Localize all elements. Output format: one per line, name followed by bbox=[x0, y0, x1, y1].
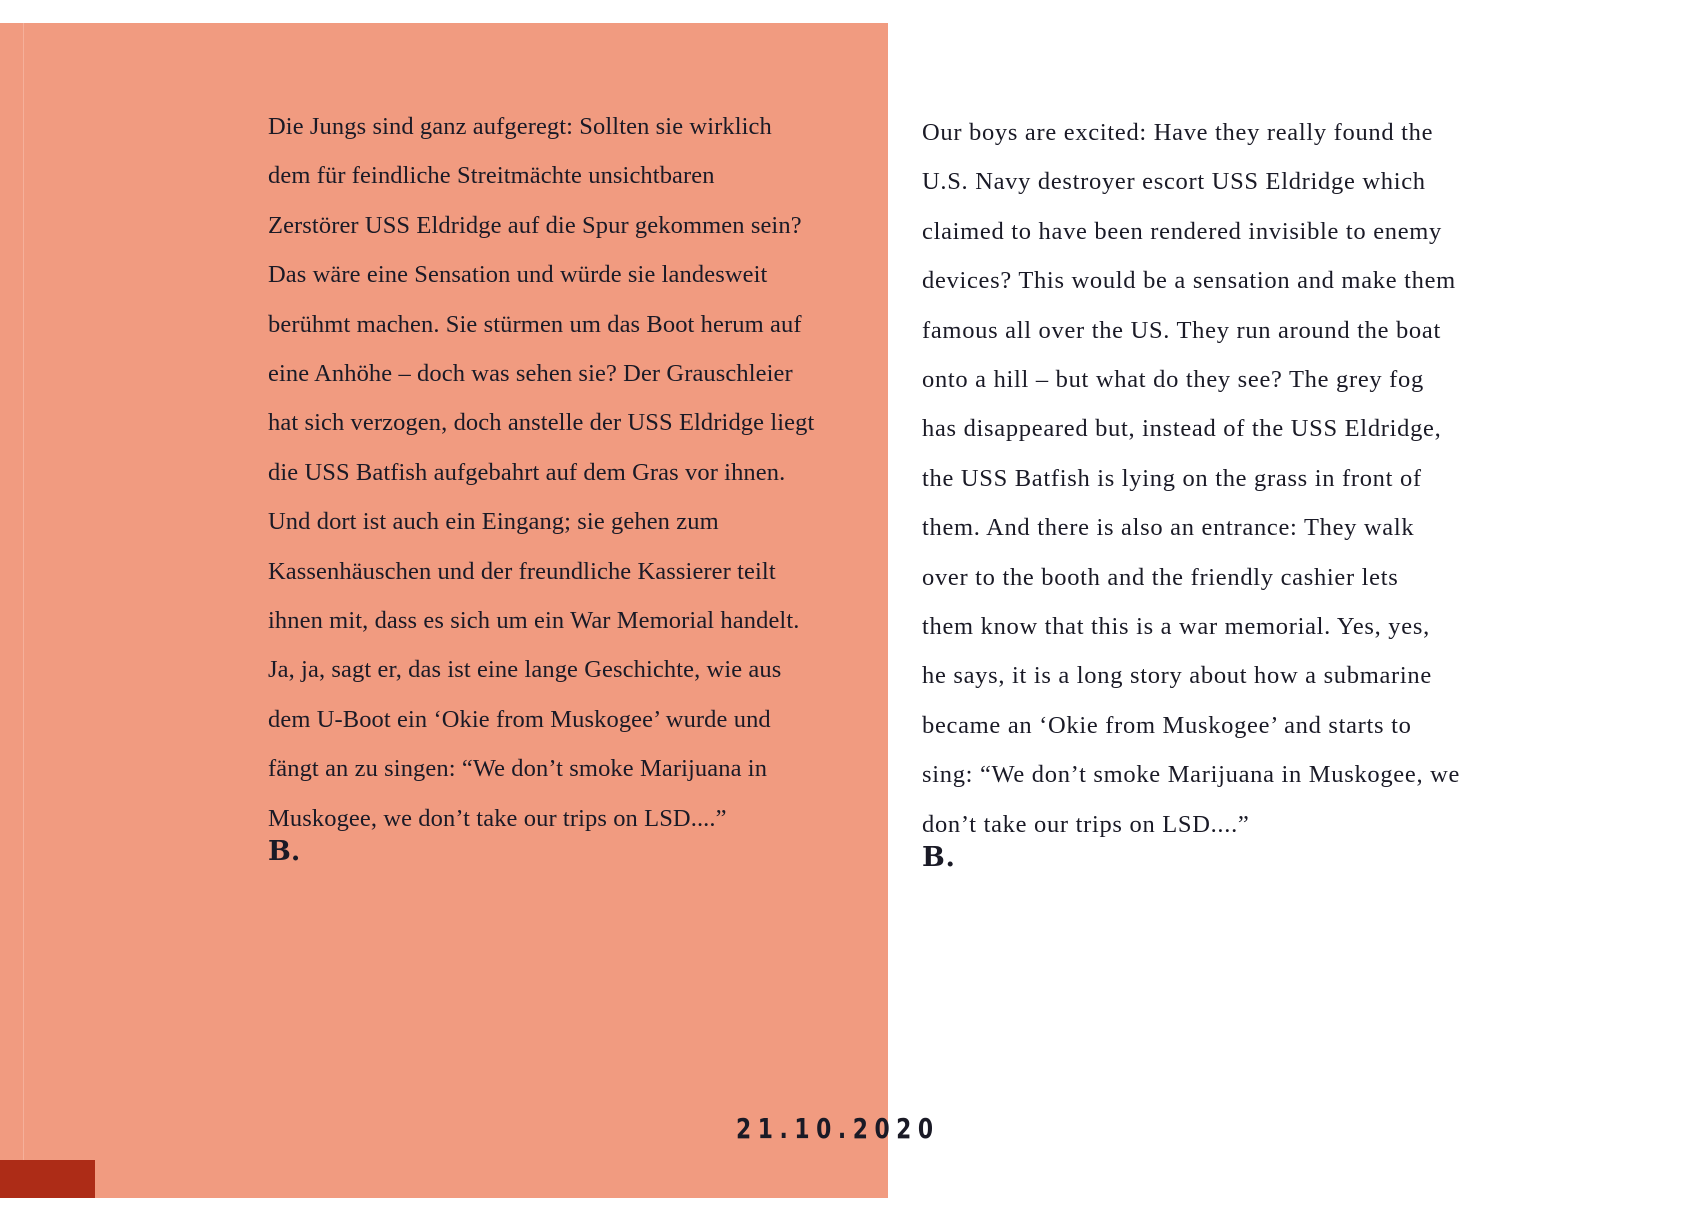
german-line: hat sich verzogen, doch anstelle der USS Eldridge liegt bbox=[268, 409, 815, 437]
english-line: don’t take our trips on LSD....” bbox=[922, 810, 1250, 838]
german-line: Zerstörer USS Eldridge auf die Spur gekommen sein? bbox=[268, 211, 802, 239]
german-line: fängt an zu singen: “We don’t smoke Marijuana in bbox=[268, 755, 768, 783]
panel-edge-line bbox=[23, 23, 24, 1198]
red-corner-block bbox=[0, 1160, 95, 1198]
english-line: sing: “We don’t smoke Marijuana in Muskogee, we bbox=[922, 761, 1461, 789]
german-line: dem für feindliche Streitmächte unsichtbaren bbox=[268, 162, 715, 190]
english-line: them. And there is also an entrance: They walk bbox=[922, 514, 1415, 542]
german-line: die USS Batfish aufgebahrt auf dem Gras vor ihnen. bbox=[268, 458, 786, 486]
german-line: Muskogee, we don’t take our trips on LSD....” bbox=[268, 804, 727, 832]
english-line: famous all over the US. They run around the boat bbox=[922, 316, 1441, 344]
german-line: Kassenhäuschen und der freundliche Kassierer teilt bbox=[268, 557, 776, 585]
date-label: 21.10.2020 bbox=[736, 1112, 940, 1145]
german-line: dem U-Boot ein ‘Okie from Muskogee’ wurde und bbox=[268, 705, 771, 733]
german-line: Und dort ist auch ein Eingang; sie gehen zum bbox=[268, 508, 719, 536]
english-line: the USS Batfish is lying on the grass in front of bbox=[922, 464, 1422, 492]
german-line: berühmt machen. Sie stürmen um das Boot herum auf bbox=[268, 310, 802, 338]
german-line: ihnen mit, dass es sich um ein War Memorial handelt. bbox=[268, 607, 800, 635]
german-line: Die Jungs sind ganz aufgeregt: Sollten sie wirklich bbox=[268, 113, 772, 140]
english-line: Our boys are excited: Have they really found the bbox=[922, 119, 1434, 146]
english-line: devices? This would be a sensation and make them bbox=[922, 267, 1456, 295]
english-text-column bbox=[922, 108, 1562, 873]
german-text-column bbox=[268, 102, 898, 867]
english-line: them know that this is a war memorial. Yes, yes, bbox=[922, 613, 1430, 641]
english-line: claimed to have been rendered invisible to enemy bbox=[922, 217, 1443, 245]
german-line: eine Anhöhe – doch was sehen sie? Der Grauschleier bbox=[268, 360, 793, 388]
english-line: U.S. Navy destroyer escort USS Eldridge which bbox=[922, 168, 1426, 196]
english-line: became an ‘Okie from Muskogee’ and starts to bbox=[922, 711, 1412, 739]
english-line: has disappeared but, instead of the USS Eldridge, bbox=[922, 415, 1442, 443]
english-line: over to the booth and the friendly cashier lets bbox=[922, 563, 1399, 591]
english-signature: B. bbox=[922, 842, 956, 874]
english-line: onto a hill – but what do they see? The grey fog bbox=[922, 366, 1424, 394]
german-line: Das wäre eine Sensation und würde sie landesweit bbox=[268, 261, 768, 289]
german-signature: B. bbox=[268, 836, 301, 868]
german-line: Ja, ja, sagt er, das ist eine lange Geschichte, wie aus bbox=[268, 656, 782, 684]
english-line: he says, it is a long story about how a submarine bbox=[922, 662, 1432, 690]
